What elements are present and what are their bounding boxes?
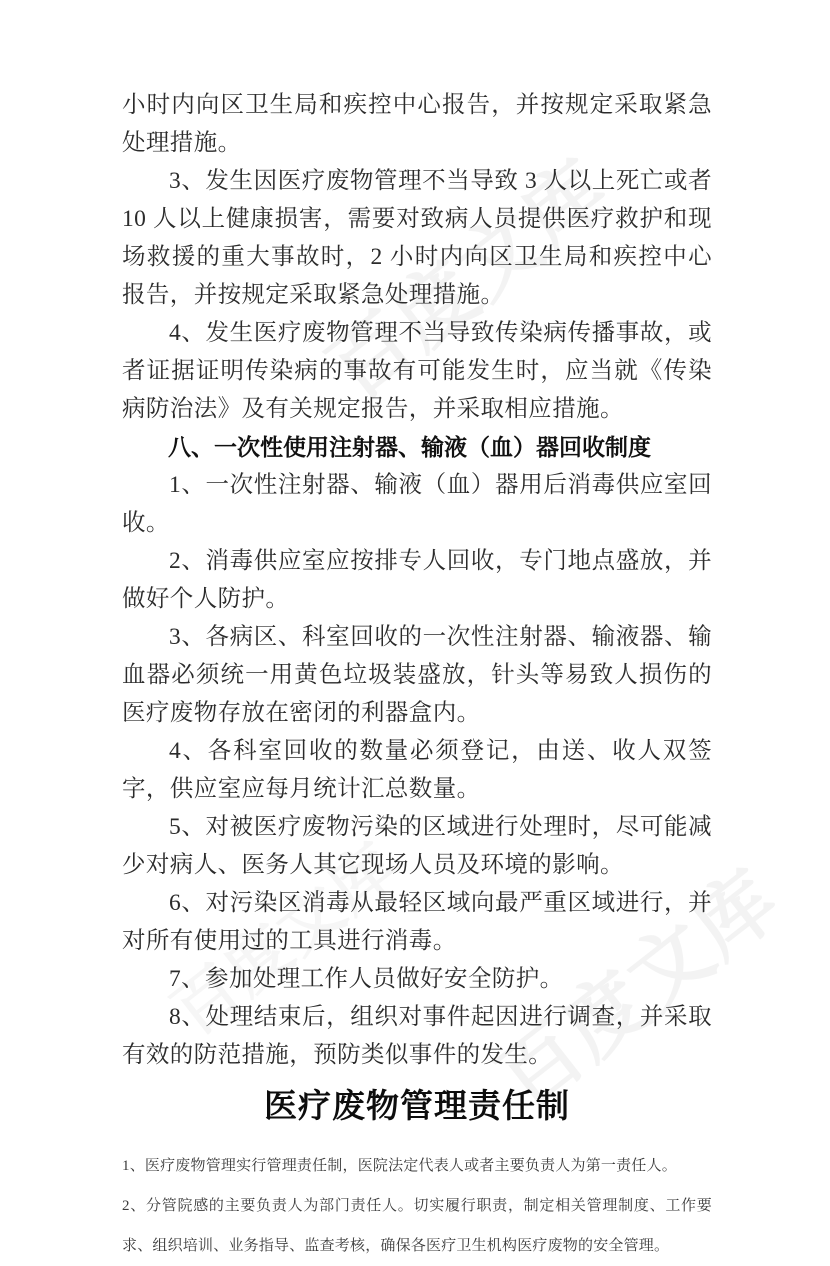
section-item-4: 4、各科室回收的数量必须登记，由送、收人双签字，供应室应每月统计汇总数量。 (122, 738, 712, 802)
section-item-6: 6、对污染区消毒从最轻区域向最严重区域进行，并对所有使用过的工具进行消毒。 (122, 890, 712, 954)
section-item-2: 2、消毒供应室应按排专人回收，专门地点盛放，并做好个人防护。 (122, 548, 712, 612)
document-content (122, 86, 719, 1266)
paragraph-continuation: 小时内向区卫生局和疾控中心报告，并按规定采取紧急处理措施。 (122, 92, 712, 156)
responsibility-clause-list (122, 1146, 712, 1266)
section-heading-eight: 八、一次性使用注射器、输液（血）器回收制度 (168, 434, 651, 460)
section-item-5: 5、对被医疗废物污染的区域进行处理时，尽可能减少对病人、医务人其它现场人员及环境的影响。 (122, 814, 712, 878)
responsibility-clause-1: 1、医疗废物管理实行管理责任制，医院法定代表人或者主要负责人为第一责任人。 (122, 1158, 677, 1174)
paragraph-item-3: 3、发生因医疗废物管理不当导致 3 人以上死亡或者 10 人以上健康损害，需要对致病人员提供医疗救护和现场救援的重大事故时，2 小时内向区卫生局和疾控中心报告，并按规定采取紧急处理措施。 (122, 168, 719, 308)
page-title: 医疗废物管理责任制 (264, 1087, 570, 1124)
section-item-1: 1、一次性注射器、输液（血）器用后消毒供应室回收。 (122, 472, 712, 536)
responsibility-clause-2: 2、分管院感的主要负责人为部门责任人。切实履行职责，制定相关管理制度、工作要求、组织培训、业务指导、监查考核，确保各医疗卫生机构医疗废物的安全管理。 (122, 1198, 712, 1254)
section-item-3: 3、各病区、科室回收的一次性注射器、输液器、输血器必须统一用黄色垃圾装盛放，针头等易致人损伤的医疗废物存放在密闭的利器盒内。 (122, 624, 712, 726)
section-item-8: 8、处理结束后，组织对事件起因进行调查，并采取有效的防范措施，预防类似事件的发生。 (122, 1004, 712, 1068)
paragraph-item-4: 4、发生医疗废物管理不当导致传染病传播事故，或者证据证明传染病的事故有可能发生时，应当就《传染病防治法》及有关规定报告，并采取相应措施。 (122, 320, 712, 422)
section-item-7: 7、参加处理工作人员做好安全防护。 (169, 966, 564, 992)
